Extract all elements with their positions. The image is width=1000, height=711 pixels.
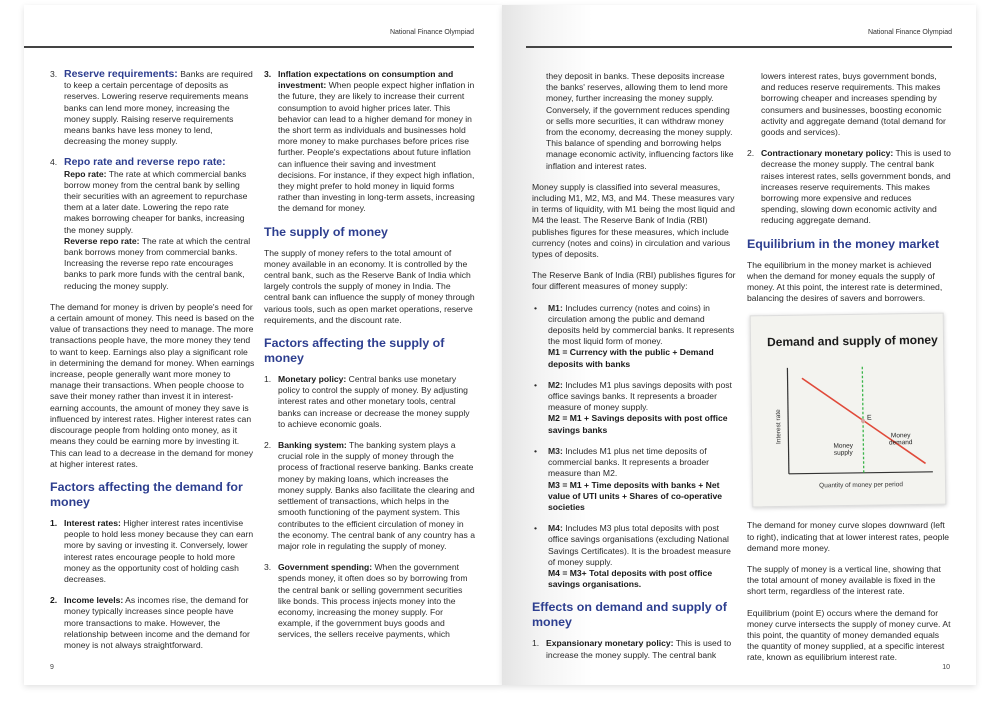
formula: M3 = M1 + Time deposits with banks + Net value of UTI units + Shares of co-operative societies [548, 479, 723, 512]
bullet-icon: • [534, 302, 538, 313]
annotation-e: E [866, 415, 872, 423]
right-column-2 [747, 71, 951, 674]
bullet-icon: • [534, 445, 538, 456]
reverse-repo-label: Reverse repo rate: [64, 235, 140, 246]
formula: M2 = M1 + Savings deposits with post office savings banks [548, 413, 728, 435]
x-axis [789, 472, 933, 474]
annotation-money-supply: Moneysupply [833, 442, 854, 458]
page-number: 10 [942, 664, 950, 671]
bullet-m4: • M4: Includes M3 plus total deposits with post office savings organisations (excluding National Savings Certificates). It is the broadest measure of money supply. M4 = M3+ Total deposits with post office savings organisations. [532, 523, 738, 590]
section-heading-effects: Effects on demand and supply of money [532, 600, 727, 630]
section-heading-factors-demand: Factors affecting the demand for money [50, 479, 243, 509]
x-axis-label: Quantity of money per period [819, 481, 904, 490]
header-rule [24, 46, 474, 48]
rbi-intro: The Reserve Bank of India (RBI) publishes figures for four different measures of money supply: [532, 270, 736, 292]
section-heading-supply: The supply of money [264, 224, 388, 239]
right-column-1 [532, 71, 738, 671]
supply-curve-paragraph: The supply of money is a vertical line, showing that the total amount of money available is fixed in the short term, regardless of the interest rate. [747, 564, 941, 597]
item-title: Repo rate and reverse repo rate: [64, 156, 226, 169]
list-item-reserve-requirements: 3. Reserve requirements: Banks are required to keep a certain percentage of deposits as reserves. Lowering reserve requirements means banks can lend more money, increasing the money supply. Raising reserve requirements means banks have less money to lend, decreasing the money supply. [50, 68, 253, 147]
list-item: 2. Banking system: The banking system plays a crucial role in the supply of money through the process of fractional reserve banking. Banks create money by making loans, which increases the money supply. Banks also facilitate the clearing and settlement of transactions, which helps in the smooth functioning of the payment system. This contributes to the efficient circulation of money in the economy. The central bank of any country has a major role in regulating the supply of money. [264, 440, 475, 551]
demand-curve-paragraph: The demand for money curve slopes downward (left to right), indicating that at lower interest rates, people demand more money. [747, 520, 950, 553]
left-column-1 [50, 69, 255, 661]
equilibrium-point [861, 419, 865, 423]
list-item: 1. Interest rates: Higher interest rates incentivise people to hold less money because they can earn more by saving or investing it. Conversely, lower interest rates encourage people to hold more money as the opportunity cost of holding cash decreases. [50, 517, 254, 584]
section-heading-equilibrium: Equilibrium in the money market [747, 236, 940, 251]
demand-supply-chart [751, 314, 946, 507]
bullet-m1: • M1: Includes currency (notes and coins) in circulation among the public and demand deposits held by commercial banks. It represents the most liquid form of money. M1 = Currency with the public + Demand deposits with banks [532, 303, 738, 370]
list-item: 2. Income levels: As incomes rise, the demand for money typically increases since people have more transactions to make. However, the relationship between income and the demand for money is not always straightforward. [50, 595, 250, 650]
measures-paragraph: Money supply is classified into several measures, including M1, M2, M3, and M4. These measures vary in terms of liquidity, with M1 being the most liquid and M4 the least. The Reserve Bank of India (RBI) publishes figures for these measures, which include currency (notes and coins) in circulation and various types of deposits. [532, 181, 735, 260]
equilibrium-point-paragraph: Equilibrium (point E) occurs where the demand for money curve intersects the supply of money curve. At this point, the quantity of money demanded equals the quantity of money supplied, at a specific interest rate, known as equilibrium interest rate. [747, 607, 951, 663]
supply-paragraph: The supply of money refers to the total amount of money available in an economy. It is controlled by the central bank, such as the Reserve Bank of India which largely controls the supply of money in India. The central bank can influence the supply of money through various tools, such as open market operations, reserve requirements, and the discount rate. [264, 247, 475, 325]
bullet-icon: • [534, 379, 538, 390]
bullet-m2: • M2: Includes M1 plus savings deposits with post office savings banks. It represents a broader measure of money supply. M2 = M1 + Savings deposits with post office savings banks [532, 380, 738, 436]
right-page [502, 5, 976, 685]
chart-card [750, 313, 947, 508]
list-item: 1. Expansionary monetary policy: This is used to increase the money supply. The central bank [532, 638, 732, 660]
demand-paragraph: The demand for money is driven by people's need for a certain amount of money. This need is based on the value of transactions they need to manage. The more transactions people have, the more money they tend to want to keep. Earnings also play a significant role in determining the demand for money. When earnings increase, people generally want more money to manage their transactions. When people choose to save their money rather than invest it in interest-earning accounts, the amount of money they save is influenced by interest rates. Higher interest rates can discourage people from holding onto money, as it means they could be earning more by investing it. This can lead to a decrease in the demand for money at higher interest rates. [50, 301, 255, 469]
equilibrium-paragraph: The equilibrium in the money market is achieved when the demand for money equals the supply of money. At this point, the interest rate is determined, balancing the desires of savers and borrowers. [747, 259, 943, 304]
bullet-icon: • [534, 523, 538, 534]
item-text: Banks are required to keep a certain percentage of deposits as reserves. Lowering reserve requirements means banks can lend more money, increasing the money supply. Raising reserve requirements means banks have less money to lend, decreasing the money supply. [64, 69, 253, 147]
header-rule [526, 46, 952, 48]
list-item-continuation: lowers interest rates, buys government bonds, and reduces reserve requirements. This makes borrowing cheaper and increases spending by consumers and businesses, boosting economic activity and aggregate demand (total demand for goods and services). [761, 71, 946, 138]
section-heading-factors-supply: Factors affecting the supply of money [264, 336, 445, 366]
annotation-money-demand: Moneydemand [888, 432, 913, 447]
y-axis [787, 368, 788, 474]
repo-rate-label: Repo rate: [64, 168, 107, 179]
list-item-repo-rate: 4. Repo rate and reverse repo rate: Repo rate: The rate at which commercial banks borrow money from the central bank by selling their securities with an agreement to repurchase them at a later date. Lowering the repo rate makes borrowing cheaper for banks, increasing the money supply. Reverse repo rate: The rate at which the central bank borrows money from commercial banks. Increasing the reverse repo rate encourages banks to park more funds with the central bank, reducing the money supply. [50, 157, 255, 291]
running-header: National Finance Olympiad [867, 29, 952, 36]
running-header: National Finance Olympiad [389, 29, 474, 36]
list-item: 2. Contractionary monetary policy: This is used to decrease the money supply. The central bank raises interest rates, sells government bonds, and increases reserve requirements. This makes borrowing more expensive and reduces spending, slowing down economic activity and reducing aggregate demand. [747, 148, 951, 226]
list-item: 3. Government spending: When the government spends money, it often does so by borrowing from the central bank or selling government securities like bonds. This process injects money into the economy, increasing the money supply. For example, if the government buys goods and services, the sellers receive payments, which [264, 562, 468, 640]
formula: M1 = Currency with the public + Demand deposits with banks [548, 347, 714, 369]
list-item: 1. Monetary policy: Central banks use monetary policy to control the supply of money. By adjusting interest rates and other monetary tools, central banks can increase or decrease the money supply to achieve economic goals. [264, 374, 470, 429]
item-title: Reserve requirements: [64, 68, 178, 80]
page-number: 9 [50, 664, 54, 671]
chart-title: Demand and supply of money [766, 333, 938, 350]
left-column-2 [264, 69, 476, 651]
list-item-inflation: 3. Inflation expectations on consumption and investment: When people expect higher inflation in the future, they are likely to increase their current consumption to avoid higher prices later. This behavior can lead to a higher demand for money in the short term as individuals and businesses hold more money to make purchases before prices rise further. People's expectations about future inflation can influence their saving and investment decisions. For instance, if they expect high inflation, they might prefer to hold money in liquid forms rather than investing in long-term assets, increasing the demand for money. [264, 69, 475, 214]
list-item-continuation: they deposit in banks. These deposits increase the banks' reserves, allowing them to lend more money, further increasing the money supply. Conversely, if the government reduces spending or sells more securities, it can withdraw money from the economy, decreasing the money supply. This balance of spending and borrowing helps manage economic activity, influencing factors like inflation and interest rates. [546, 71, 734, 171]
formula: M4 = M3+ Total deposits with post office savings organisations. [548, 567, 713, 590]
y-axis-label: Interest rate [774, 409, 783, 445]
bullet-m3: • M3: Includes M1 plus net time deposits of commercial banks. It represents a broader measure than M2. M3 = M1 + Time deposits with banks + Net value of UTI units + Shares of co-operative societies [532, 446, 738, 513]
left-page [24, 5, 502, 685]
